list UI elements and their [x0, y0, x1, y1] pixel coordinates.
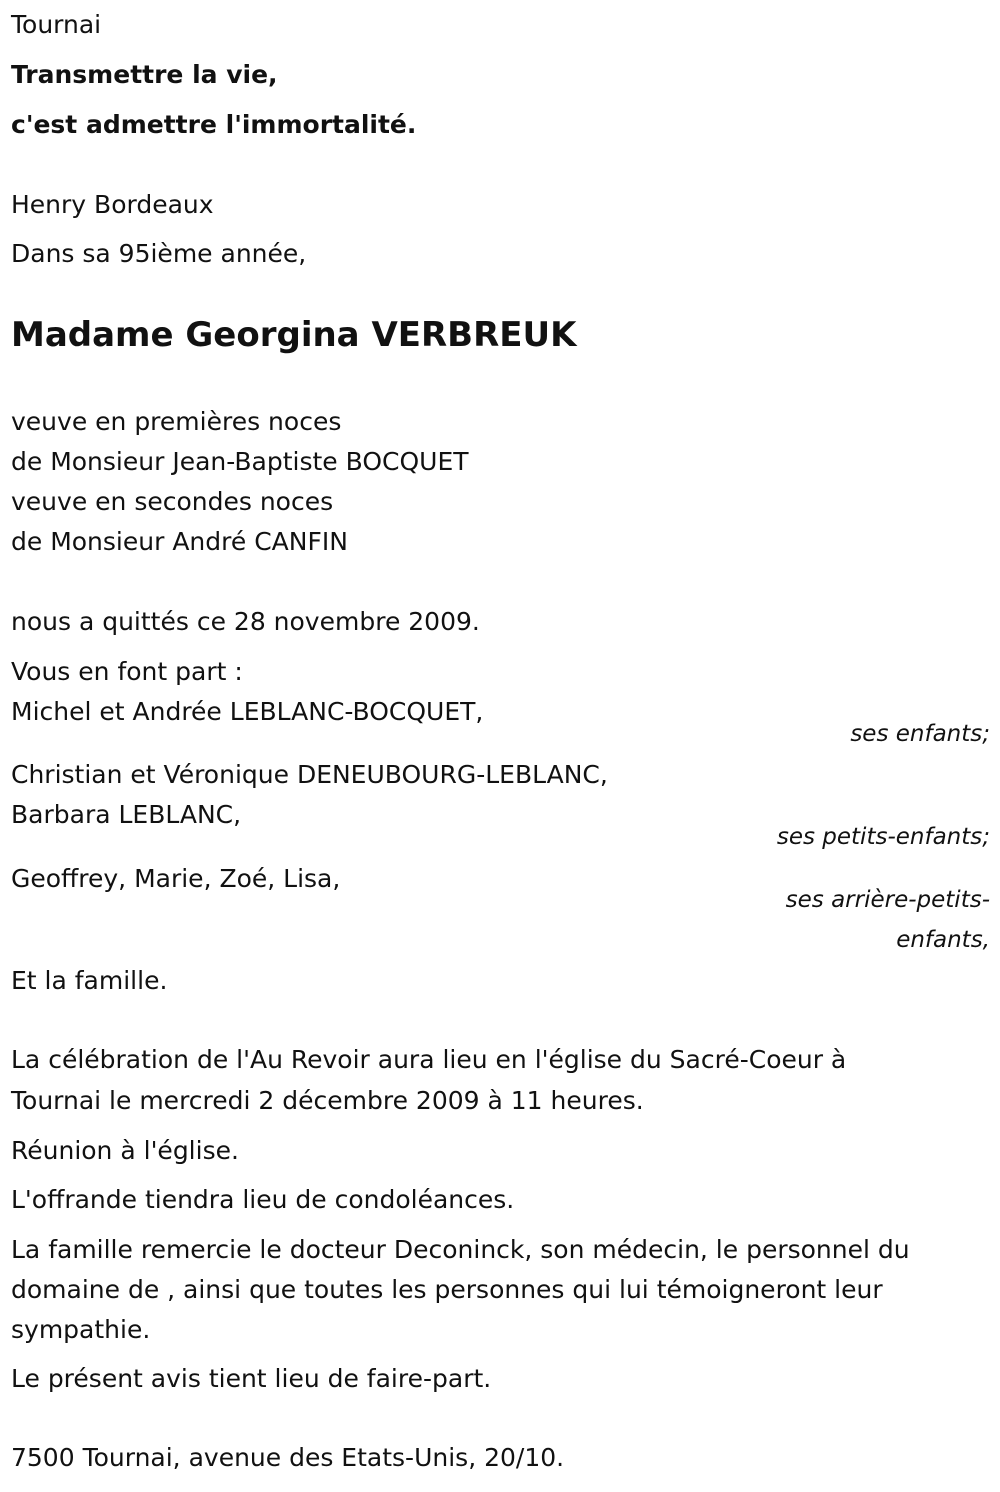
thanks-line-2: domaine de , ainsi que toutes les personnes qui lui témoigneront leur — [11, 1275, 883, 1304]
marriage-line-2: de Monsieur Jean-Baptiste BOCQUET — [11, 447, 469, 476]
family-line: Et la famille. — [11, 966, 168, 995]
ceremony-text-2: Tournai le mercredi 2 décembre 2009 à 11 heures. — [11, 1086, 644, 1115]
ceremony-text-1: La célébration de l'Au Revoir aura lieu en l'église du Sacré-Coeur à — [11, 1045, 847, 1074]
great-grandchildren-role-2: enfants, — [896, 927, 990, 953]
marriage-line-3: veuve en secondes noces — [11, 487, 334, 516]
thanks-line-1: La famille remercie le docteur Deconinck, son médecin, le personnel du — [11, 1235, 910, 1264]
marriage-line-4: de Monsieur André CANFIN — [11, 527, 348, 556]
notice-line: Le présent avis tient lieu de faire-part. — [11, 1364, 492, 1393]
death-line: nous a quittés ce 28 novembre 2009. — [11, 607, 480, 636]
age-line: Dans sa 95ième année, — [11, 239, 307, 268]
children-names: Michel et Andrée LEBLANC-BOCQUET, — [11, 697, 484, 726]
address-line: 7500 Tournai, avenue des Etats-Unis, 20/10. — [11, 1443, 565, 1472]
children-role: ses enfants; — [850, 721, 990, 747]
grandchildren-names-2: Barbara LEBLANC, — [11, 800, 242, 829]
offering-line: L'offrande tiendra lieu de condoléances. — [11, 1185, 515, 1214]
marriage-line-1: veuve en premières noces — [11, 407, 342, 436]
deceased-name: Madame Georgina VERBREUK — [11, 315, 577, 355]
great-grandchildren-names: Geoffrey, Marie, Zoé, Lisa, — [11, 864, 341, 893]
grandchildren-names-1: Christian et Véronique DENEUBOURG-LEBLANC, — [11, 760, 608, 789]
announce-intro: Vous en font part : — [11, 657, 243, 686]
quote-line-2: c'est admettre l'immortalité. — [11, 110, 417, 139]
city-label: Tournai — [11, 10, 102, 39]
meeting-line: Réunion à l'église. — [11, 1136, 239, 1165]
grandchildren-role: ses petits-enfants; — [776, 824, 990, 850]
thanks-line-3: sympathie. — [11, 1315, 151, 1344]
quote-line-1: Transmettre la vie, — [11, 60, 278, 89]
quote-author: Henry Bordeaux — [11, 190, 214, 219]
great-grandchildren-role-1: ses arrière-petits- — [785, 887, 990, 913]
